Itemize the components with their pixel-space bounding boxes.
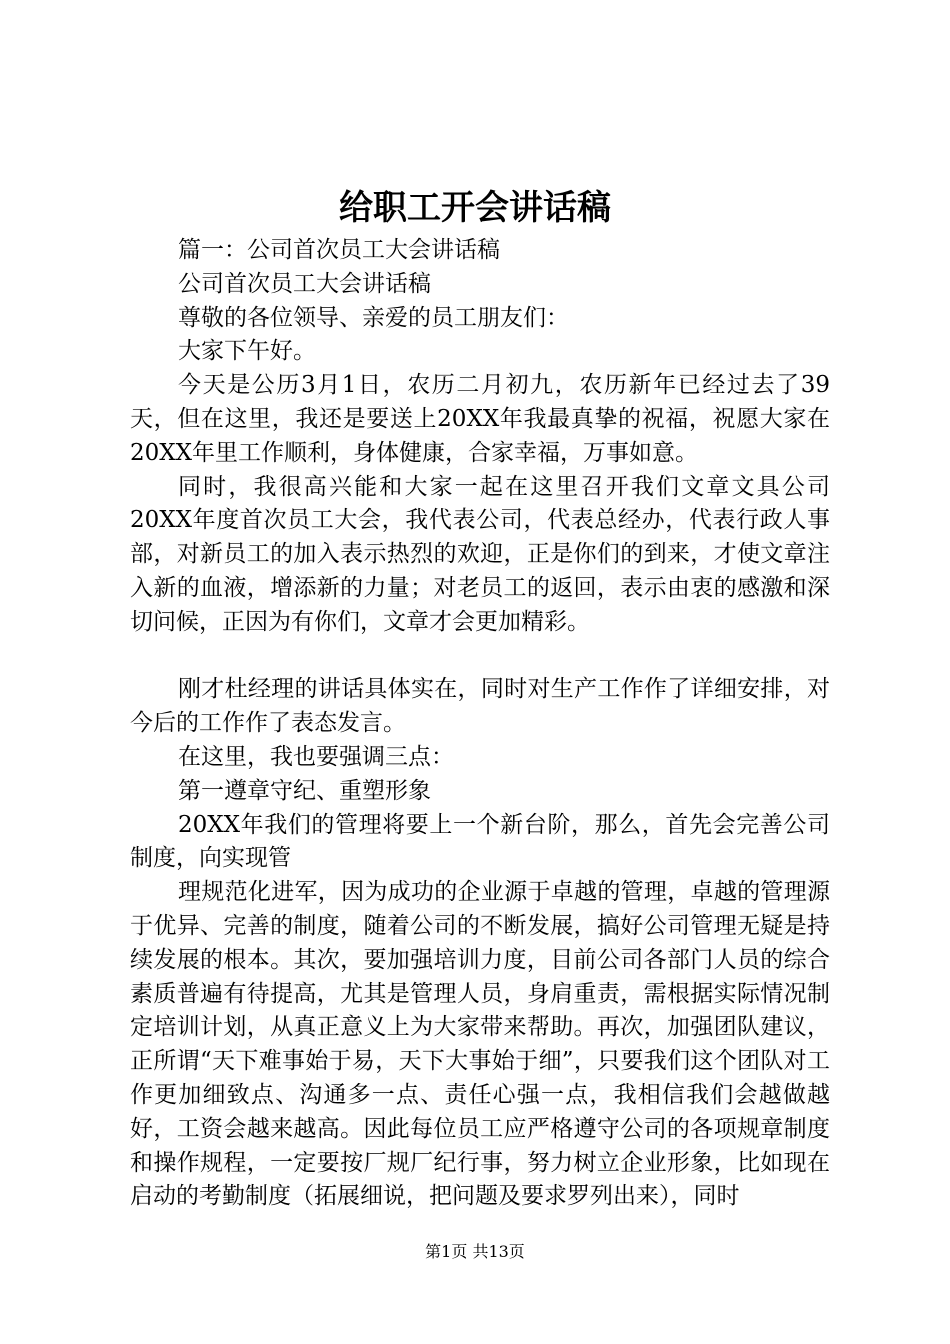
paragraph-manager-remarks: 刚才杜经理的讲话具体实在，同时对生产工作作了详细安排，对今后的工作作了表态发言。	[130, 676, 830, 737]
paragraph-management-detail: 理规范化进军，因为成功的企业源于卓越的管理，卓越的管理源于优异、完善的制度，随着公司的不断发展，搞好公司管理无疑是持续发展的根本。其次，要加强培训力度，目前公司各部门人员的综合素质普遍有待提高，尤其是管理人员，身肩重责，需根据实际情况制定培训计划，从真正意义上为大家带来帮助。再次，加强团队建议，正所谓“天下难事始于易，天下大事始于细”，只要我们这个团队对工作更加细致点、沟通多一点、责任心强一点，我相信我们会越做越好，工资会越来越高。因此每位员工应严格遵守公司的各项规章制度和操作规程，一定要按厂规厂纪行事，努力树立企业形象，比如现在启动的考勤制度（拓展细说，把问题及要求罗列出来），同时	[130, 879, 830, 1210]
salutation: 尊敬的各位领导、亲爱的员工朋友们：	[178, 304, 569, 331]
speech-title: 公司首次员工大会讲话稿	[178, 270, 431, 297]
document-title: 给职工开会讲话稿	[339, 188, 611, 228]
point-one-heading: 第一遵章守纪、重塑形象	[178, 777, 431, 804]
greeting: 大家下午好。	[178, 338, 316, 365]
document-body	[130, 234, 830, 1214]
paragraph-management-intro: 20XX年我们的管理将要上一个新台阶，那么，首先会完善公司制度，向实现管	[130, 811, 830, 872]
section-heading: 篇一：公司首次员工大会讲话稿	[178, 237, 500, 263]
paragraph-date-blessing: 今天是公历3月1日，农历二月初九，农历新年已经过去了39天，但在这里，我还是要送上20XX年我最真挚的祝福，祝愿大家在20XX年里工作顺利，身体健康，合家幸福，万事如意。	[130, 372, 830, 466]
paragraph-welcome: 同时，我很高兴能和大家一起在这里召开我们文章文具公司20XX年度首次员工大会，我代表公司，代表总经办，代表行政人事部，对新员工的加入表示热烈的欢迎，正是你们的到来，才使文章注入新的血液，增添新的力量；对老员工的返回，表示由衷的感激和深切问候，正因为有你们，文章才会更加精彩。	[130, 473, 830, 635]
page-footer: 第1页 共13页	[425, 1242, 525, 1261]
paragraph-three-points: 在这里，我也要强调三点：	[178, 743, 454, 770]
